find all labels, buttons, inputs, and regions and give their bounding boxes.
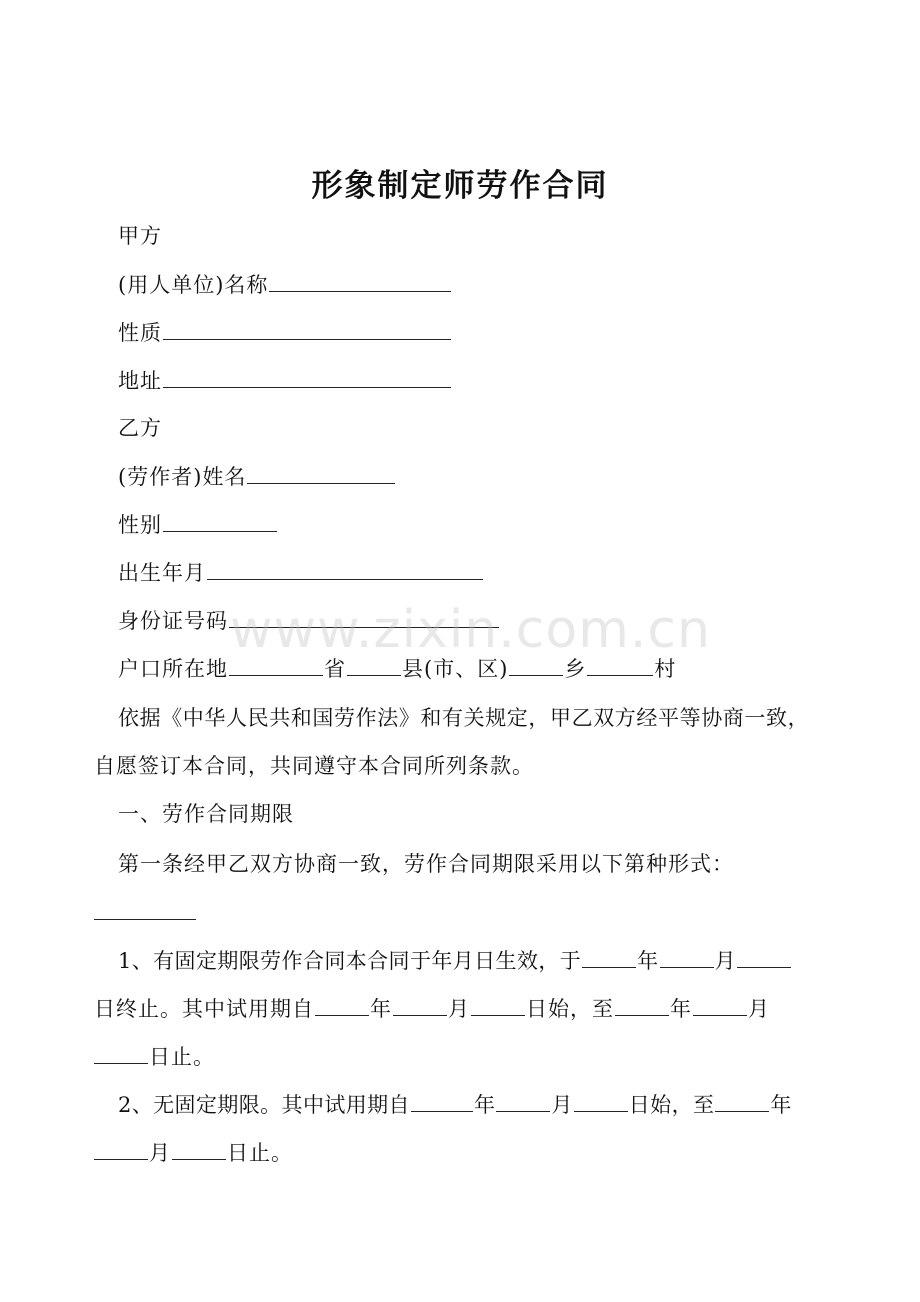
party-a-nature-blank bbox=[163, 317, 451, 340]
item-2-trial-end-year-blank bbox=[715, 1089, 769, 1112]
item-1-line-2 bbox=[94, 993, 770, 1024]
intro-paragraph-line-2: 自愿签订本合同，共同遵守本合同所列条款。 bbox=[94, 754, 534, 778]
item-1-line-1 bbox=[118, 945, 792, 976]
party-b-name-blank bbox=[247, 461, 395, 484]
party-b-birth-row bbox=[118, 557, 484, 588]
article-1-form-blank bbox=[94, 897, 196, 920]
item-1-trial-start-year-blank bbox=[315, 993, 369, 1016]
item-2-trial-start-month-blank bbox=[496, 1089, 550, 1112]
item-1-trial-start-year-label: 年 bbox=[370, 997, 392, 1021]
intro-paragraph-line-1: 依据《中华人民共和国劳作法》和有关规定，甲乙双方经平等协商一致， bbox=[118, 706, 810, 730]
item-2-trial-end-day-blank bbox=[172, 1137, 226, 1160]
item-1-trial-end-label: 日止。 bbox=[149, 1045, 215, 1069]
hukou-township-label: 乡 bbox=[564, 657, 587, 681]
item-1-end-year-blank bbox=[582, 945, 636, 968]
party-b-gender-label: 性别 bbox=[118, 513, 162, 537]
item-2-trial-end-month-label: 月 bbox=[149, 1141, 171, 1165]
party-b-name-row bbox=[118, 461, 396, 492]
party-a-name-label: (用人单位)名称 bbox=[118, 273, 269, 297]
item-2-trial-start-label: 日始，至 bbox=[628, 1093, 715, 1117]
party-b-birth-label: 出生年月 bbox=[118, 561, 206, 585]
article-1-form-blank-row bbox=[94, 897, 196, 928]
document-title: 形象制定师劳作合同 bbox=[311, 168, 609, 204]
hukou-label: 户口所在地 bbox=[118, 657, 228, 681]
item-2-trial-start-day-blank bbox=[574, 1089, 628, 1112]
party-b-gender-row bbox=[118, 509, 278, 540]
item-1-trial-end-month-label: 月 bbox=[748, 997, 770, 1021]
item-1-trial-end-year-label: 年 bbox=[670, 997, 692, 1021]
hukou-province-label: 省 bbox=[324, 657, 346, 681]
item-2-text: 2、无固定期限。其中试用期自 bbox=[118, 1093, 410, 1117]
item-1-trial-start-label: 日始，至 bbox=[526, 997, 614, 1021]
party-a-name-row bbox=[118, 269, 452, 300]
item-1-line-3 bbox=[94, 1041, 215, 1072]
party-b-name-label: (劳作者)姓名 bbox=[118, 465, 247, 489]
item-1-trial-end-year-blank bbox=[615, 993, 669, 1016]
party-a-name-blank bbox=[269, 269, 451, 292]
item-1-end-day-blank bbox=[737, 945, 791, 968]
party-b-id-label: 身份证号码 bbox=[118, 609, 228, 633]
item-2-trial-start-year-blank bbox=[411, 1089, 473, 1112]
item-2-line-1 bbox=[118, 1089, 792, 1120]
section-1-heading: 一、劳作合同期限 bbox=[118, 802, 294, 826]
hukou-village-label: 村 bbox=[654, 657, 677, 681]
item-1-trial-end-month-blank bbox=[693, 993, 747, 1016]
party-a-nature-label: 性质 bbox=[118, 321, 162, 345]
item-2-trial-end-label: 日止。 bbox=[227, 1141, 293, 1165]
party-a-address-blank bbox=[163, 365, 451, 388]
item-1-trial-end-day-blank bbox=[94, 1041, 148, 1064]
watermark: www.zixin.com.cn bbox=[230, 600, 711, 660]
party-a-nature-row bbox=[118, 317, 452, 348]
item-1-end-year-label: 年 bbox=[637, 949, 659, 973]
item-1-trial-start-day-blank bbox=[471, 993, 525, 1016]
item-2-trial-start-year-label: 年 bbox=[473, 1093, 496, 1117]
article-1-text: 第一条经甲乙双方协商一致，劳作合同期限采用以下第种形式： bbox=[118, 852, 734, 876]
item-1-end-label: 日终止。其中试用期自 bbox=[94, 997, 314, 1021]
item-2-trial-end-year-label: 年 bbox=[770, 1093, 792, 1117]
hukou-county-label: 县(市、区) bbox=[402, 657, 509, 681]
item-2-line-2 bbox=[94, 1137, 293, 1168]
party-b-gender-blank bbox=[163, 509, 277, 532]
item-1-trial-start-month-blank bbox=[393, 993, 447, 1016]
item-1-text: 1、有固定期限劳作合同本合同于年月日生效，于 bbox=[118, 949, 582, 973]
item-1-trial-start-month-label: 月 bbox=[448, 997, 470, 1021]
party-a-address-label: 地址 bbox=[118, 369, 162, 393]
party-a-heading: 甲方 bbox=[118, 224, 162, 248]
party-b-birth-blank bbox=[207, 557, 483, 580]
item-2-trial-start-month-label: 月 bbox=[551, 1093, 573, 1117]
party-a-address-row bbox=[118, 365, 452, 396]
item-1-end-month-label: 月 bbox=[714, 949, 736, 973]
item-1-end-month-blank bbox=[660, 945, 714, 968]
party-b-heading: 乙方 bbox=[118, 416, 162, 440]
item-2-trial-end-month-blank bbox=[94, 1137, 148, 1160]
